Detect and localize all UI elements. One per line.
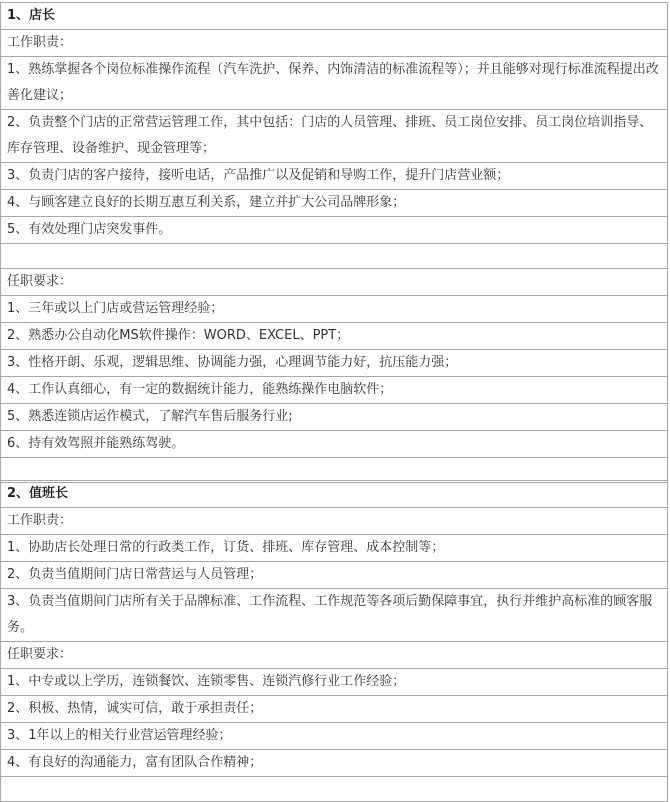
duty-item: 3、负责门店的客户接待，接听电话，产品推广以及促销和导购工作，提升门店营业额； [1, 163, 668, 190]
empty-row [1, 244, 668, 269]
requirement-item: 3、1年以上的相关行业营运管理经验； [1, 723, 668, 750]
duty-item: 1、熟练掌握各个岗位标准操作流程（汽车洗护、保养、内饰清洁的标准流程等）；并且能够对现行标准流程提出改善化建议； [1, 57, 668, 110]
requirement-item: 4、工作认真细心，有一定的数据统计能力，能熟练操作电脑软件； [1, 377, 668, 404]
requirement-item: 2、熟悉办公自动化MS软件操作：WORD、EXCEL、PPT； [1, 323, 668, 350]
store-manager-table [0, 2, 668, 483]
requirements-label: 任职要求： [1, 269, 668, 296]
requirement-item: 6、持有效驾照并能熟练驾驶。 [1, 431, 668, 458]
duty-item: 2、负责整个门店的正常营运管理工作，其中包括：门店的人员管理、排班、员工岗位安排、员工岗位培训指导、库存管理、设备维护、现金管理等； [1, 110, 668, 163]
requirement-item: 1、三年或以上门店或营运管理经验； [1, 296, 668, 323]
duties-label: 工作职责： [1, 508, 668, 535]
requirement-item: 5、熟悉连锁店运作模式，了解汽车售后服务行业; [1, 404, 668, 431]
section-title: 2、值班长 [1, 481, 668, 508]
requirements-label: 任职要求： [1, 642, 668, 669]
duty-item: 1、协助店长处理日常的行政类工作，订货、排班、库存管理、成本控制等； [1, 535, 668, 562]
requirement-item: 3、性格开朗、乐观，逻辑思维、协调能力强，心理调节能力好，抗压能力强； [1, 350, 668, 377]
requirement-item: 4、有良好的沟通能力，富有团队合作精神； [1, 750, 668, 777]
empty-row [1, 458, 668, 483]
shift-leader-table [0, 480, 668, 802]
section-title: 1、店长 [1, 3, 668, 30]
duty-item: 4、与顾客建立良好的长期互惠互利关系，建立并扩大公司品牌形象； [1, 190, 668, 217]
duty-item: 2、负责当值期间门店日常营运与人员管理； [1, 562, 668, 589]
duties-label: 工作职责： [1, 30, 668, 57]
duty-item: 3、负责当值期间门店所有关于品牌标准、工作流程、工作规范等各项后勤保障事宜，执行并维护高标准的顾客服务。 [1, 589, 668, 642]
duty-item: 5、有效处理门店突发事件。 [1, 217, 668, 244]
empty-row [1, 777, 668, 802]
requirement-item: 1、中专或以上学历，连锁餐饮、连锁零售、连锁汽修行业工作经验； [1, 669, 668, 696]
requirement-item: 2、积极、热情，诚实可信，敢于承担责任； [1, 696, 668, 723]
